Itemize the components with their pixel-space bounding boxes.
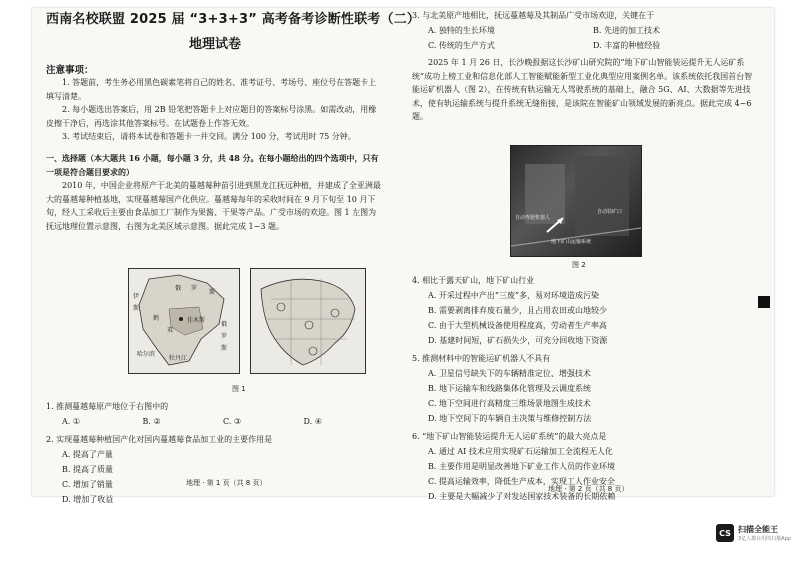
map-label: 佳木斯 [187, 317, 206, 324]
notice-heading: 注意事项： [46, 65, 94, 76]
question-1-option[interactable]: A. ① [62, 417, 81, 426]
page-2-questions [412, 270, 758, 504]
mining-robot-photo [510, 145, 642, 257]
question-5-option[interactable]: C. 地下空间进行高精度三维场景地图生成技术 [428, 399, 591, 408]
scanner-tagline: 3亿人都在用的扫描App [738, 536, 791, 542]
page-2-column [412, 8, 758, 124]
map-label: 牡丹江 [169, 355, 188, 362]
map-label: 双 [167, 327, 174, 334]
question-4-option[interactable]: C. 由于大型机械设备使用程度高，劳动者生产率高 [428, 321, 607, 330]
section-heading: 一、选择题（本大题共 16 小题，每小题 3 分，共 48 分。在每小题给出的四个选项中，只有一项是符合题目要求的） [46, 152, 379, 177]
question-1-option[interactable]: C. ③ [223, 417, 242, 426]
exam-subtitle: 地理试卷 [188, 37, 241, 52]
question-4-option[interactable]: D. 基建时间短，矿石损失少，可充分回收地下资源 [428, 336, 608, 345]
question-3-option[interactable]: D. 丰富的种植经验 [593, 41, 661, 50]
figure-1-caption: 图 1 [232, 385, 246, 393]
notice-item: 3. 考试结束后，请将本试卷和答题卡一并交回。满分 100 分，考试用时 75 分钟。 [62, 132, 356, 142]
map-label: 哈尔滨 [137, 351, 156, 358]
question-3-option[interactable]: A. 独特的生长环境 [428, 26, 495, 35]
question-2-option[interactable]: B. 提高了质量 [62, 465, 113, 474]
notice-item: 1. 答题前，考生务必用黑色碳素笔将自己的姓名、准考证号、考场号、座位号在答题卡上填写清楚。 [46, 78, 377, 101]
photo-label: 自动装矿口 [597, 209, 623, 215]
question-2-option[interactable]: A. 提高了产量 [62, 450, 113, 459]
question-5-stem: 5. 推测材料中的智能运矿机器人不具有 [412, 354, 551, 363]
map-label: 罗 [191, 285, 198, 292]
question-2-option[interactable]: D. 增加了收益 [62, 495, 114, 504]
question-6-option[interactable]: C. 提高运输效率，降低生产成本，实现工人作业安全 [428, 477, 615, 486]
scan-edge-marker [758, 296, 770, 308]
scanner-text [738, 524, 791, 542]
figure-2-caption: 图 2 [572, 261, 586, 269]
passage-2: 2025 年 1 月 26 日，长沙晚报据这长沙矿山研究院的“地下矿山智能装运提升无人运矿系统”成功上榜工业和信息化部人工智能赋能新型工业化典型应用案例名单。该系统依托我国首台智能运矿机器人（图 2），在传统有轨运输无人驾驶系统的基础上，融合 5G、AI、大数据等先进技术，使有轨运输系统与提升系统无缝衔接，是该院在智能矿山领域发展的新亮点。据此完成 4~6 题。 [412, 58, 753, 122]
map-label: 鹤 [153, 315, 160, 322]
question-4-option[interactable]: A. 开采过程中产出“三废”多，易对环境造成污染 [428, 291, 600, 300]
scanner-logo-icon: CS [716, 524, 734, 542]
map-label: 斯 [209, 289, 216, 296]
question-5-option[interactable]: D. 地下空间下的车辆自主决策与维修控制方法 [428, 414, 592, 423]
photo-label: 地下矿山运输系统 [551, 239, 592, 245]
passage-1: 2010 年，中国企业将原产于北美的蔓越莓种苗引进到黑龙江抚远种植，并建成了全亚洲最大的蔓越莓种植基地，实现蔓越莓国产化供应。蔓越莓每年的采收时间在 9 月下旬至 10 月下旬，经人工采收后主要由食品加工厂制作为果酱、干果等产品。广受市场的欢迎。图 1 左图为抚远地理位置示意图，右图为北美区域示意图。据此完成 1~3 题。 [46, 181, 381, 231]
question-4-stem: 4. 相比于露天矿山，地下矿山行业 [412, 276, 535, 285]
scanner-name: 扫描全能王 [738, 525, 778, 534]
page-1-column [46, 8, 421, 234]
notice-item: 2. 每小题选出答案后，用 2B 铅笔把答题卡上对应题目的答案标号涂黑。如需改动，用橡皮擦干净后，再选涂其他答案标号。在试题卷上作答无效。 [46, 105, 377, 128]
question-3-option[interactable]: B. 先进的加工技术 [593, 26, 660, 35]
question-6-stem: 6. “地下矿山智能装运提升无人运矿系统”的最大亮点是 [412, 432, 607, 441]
map-label: 斯 [221, 345, 228, 352]
page-2-footer: 地理 · 第 2 页（共 8 页） [548, 485, 629, 493]
map-label: 伊 [133, 293, 140, 300]
page-1-footer: 地理 · 第 1 页（共 8 页） [186, 479, 267, 487]
question-1-option[interactable]: D. ④ [303, 417, 322, 426]
exam-title: 西南名校联盟 2025 届 “3+3+3” 高考备考诊断性联考（二） [46, 12, 421, 27]
question-1-options [46, 414, 384, 429]
question-6-option[interactable]: B. 主要作用是明显改善地下矿业工作人员的作业环境 [428, 462, 615, 471]
question-1-option[interactable]: B. ② [142, 417, 161, 426]
question-2-stem: 2. 实现蔓越莓种植国产化对国内蔓越莓食品加工业的主要作用是 [46, 435, 273, 444]
question-6-option[interactable]: A. 通过 AI 技术应用实现矿石运输加工全流程无人化 [428, 447, 613, 456]
north-america-map-shape [251, 269, 365, 373]
scanner-watermark [716, 524, 791, 542]
fuyuan-location-map [128, 268, 240, 374]
map-label: 斯 [133, 305, 140, 312]
question-2-option[interactable]: C. 增加了销量 [62, 480, 113, 489]
question-5-option[interactable]: B. 地下运输车和线路集体化管理及云调度系统 [428, 384, 591, 393]
question-6-option[interactable]: D. 主要是大幅减少了对发达国家技术装备的长期依赖 [428, 492, 616, 501]
map-label: 罗 [221, 333, 228, 340]
question-5-option[interactable]: A. 卫星信号缺失下的车辆精准定位、增强技术 [428, 369, 591, 378]
map-label: 俄 [221, 321, 228, 328]
photo-label: 自动驾驶机器人 [515, 215, 551, 221]
map-label: 俄 [175, 285, 182, 292]
north-america-map [250, 268, 366, 374]
page-1-questions [46, 396, 384, 507]
question-3-stem: 3. 与北美原产地相比，抚远蔓越莓及其制品广受市场欢迎，关键在于 [412, 11, 655, 20]
question-3-option[interactable]: C. 传统的生产方式 [428, 41, 495, 50]
question-3-options [412, 23, 758, 53]
question-1-stem: 1. 推测蔓越莓原产地位于右图中的 [46, 402, 169, 411]
question-4-option[interactable]: B. 需要剥离排弃废石量少，且占用农田或山地较少 [428, 306, 607, 315]
